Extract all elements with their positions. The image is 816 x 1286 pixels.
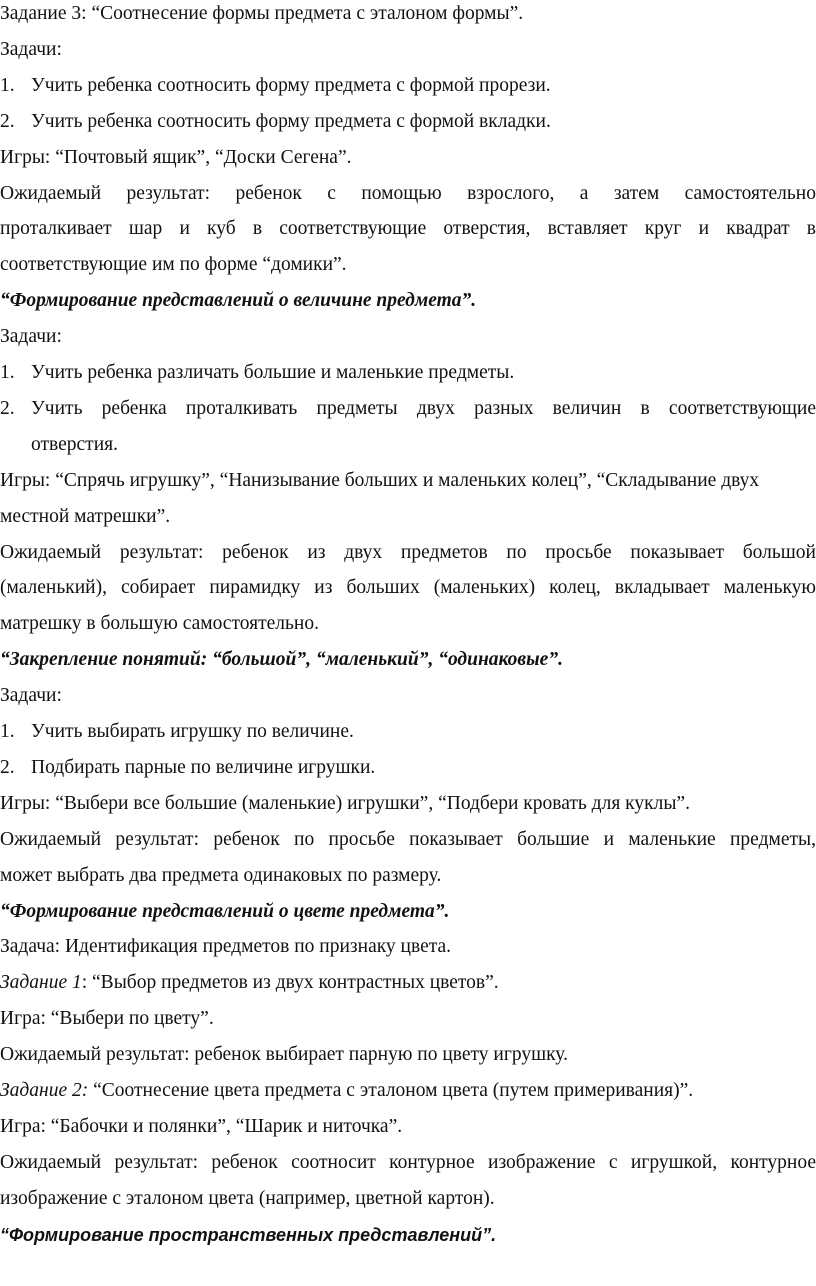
- line-text: [0, 182, 816, 206]
- text-segment: Задание 3: “Соотнесение формы предмета с эталоном формы”.: [0, 3, 524, 24]
- line-text: [0, 648, 816, 672]
- line-text: [0, 1151, 816, 1175]
- line-text: [0, 828, 816, 852]
- text-segment: местной матрешки”.: [0, 505, 171, 527]
- text-segment: “Соотнесение цвета предмета с эталоном цвета (путем примеривания)”.: [88, 1080, 694, 1101]
- line-text: [0, 541, 816, 565]
- text-segment: Учить выбирать игрушку по величине.: [31, 721, 354, 742]
- text-segment: Задачи:: [0, 38, 62, 60]
- line-text: [0, 684, 816, 708]
- text-segment: Задание 1: [0, 972, 82, 994]
- text-segment: “Формирование представлений о величине предмета”.: [0, 290, 477, 312]
- text-segment: проталкивает шар и куб в соответствующие отверстия, вставляет круг и квадрат в: [0, 218, 816, 240]
- line-text: [0, 1079, 816, 1103]
- list-number: 2.: [0, 397, 15, 419]
- text-segment: Игра: “Выбери по цвету”.: [0, 1008, 214, 1030]
- list-number: 1.: [0, 74, 15, 96]
- line-text: [0, 469, 816, 493]
- text-segment: Ожидаемый результат: ребенок выбирает парную по цвету игрушку.: [0, 1044, 568, 1066]
- line-text: [0, 1043, 816, 1067]
- text-segment: Игры: “Выбери все большие (маленькие) игрушки”, “Подбери кровать для куклы”.: [0, 792, 690, 814]
- line-text: [0, 2, 816, 26]
- list-number: 1.: [0, 721, 15, 742]
- text-segment: (маленький), собирает пирамидку из больших (маленьких) колец, вкладывает маленькую: [0, 577, 816, 599]
- text-segment: : “Выбор предметов из двух контрастных цветов”.: [81, 972, 499, 994]
- text-segment: Игры: “Почтовый ящик”, “Доски Сегена”.: [0, 146, 352, 168]
- line-text: [31, 433, 816, 457]
- line-text: [0, 935, 816, 959]
- text-segment: Задачи:: [0, 685, 62, 707]
- text-segment: Ожидаемый результат: ребенок из двух предметов по просьбе показывает большой: [0, 541, 816, 563]
- text-segment: Игры: “Спрячь игрушку”, “Нанизывание больших и маленьких колец”, “Складывание двух: [0, 469, 760, 491]
- line-text: [0, 217, 816, 241]
- text-segment: Подбирать парные по величине игрушки.: [31, 756, 376, 778]
- text-segment: Задание 2:: [0, 1080, 89, 1101]
- line-text: [0, 505, 816, 529]
- line-text: [0, 971, 816, 995]
- text-segment: отверстия.: [31, 433, 118, 455]
- line-text: [0, 1223, 816, 1248]
- text-segment: Учить ребенка проталкивать предметы двух разных величин в соответствующие: [31, 397, 816, 419]
- text-segment: Ожидаемый результат: ребенок соотносит контурное изображение с игрушкой, контурное: [0, 1151, 816, 1173]
- list-number: 2.: [0, 756, 15, 778]
- text-segment: Учить ребенка соотносить форму предмета с формой вкладки.: [31, 110, 551, 132]
- text-segment: Задачи:: [0, 326, 62, 348]
- text-segment: Учить ребенка соотносить форму предмета с формой прорези.: [31, 74, 551, 96]
- line-text: [0, 325, 816, 349]
- text-segment: “Формирование представлений о цвете предмета”.: [0, 900, 450, 922]
- line-text: [0, 38, 816, 62]
- line-text: [0, 612, 816, 636]
- line-text: [0, 864, 816, 888]
- line-text: [0, 1007, 816, 1031]
- text-segment: соответствующие им по форме “домики”.: [0, 254, 347, 276]
- line-text: [31, 756, 816, 780]
- text-segment: Ожидаемый результат: ребенок с помощью взрослого, а затем самостоятельно: [0, 182, 816, 204]
- line-text: [0, 900, 816, 924]
- line-text: [31, 361, 816, 385]
- list-number: 2.: [0, 110, 15, 132]
- line-text: [0, 576, 816, 600]
- text-segment: Игра: “Бабочки и полянки”, “Шарик и ниточка”.: [0, 1115, 403, 1137]
- line-text: [0, 1115, 816, 1139]
- line-text: [0, 792, 816, 816]
- line-text: [31, 720, 816, 744]
- list-number: 1.: [0, 362, 15, 383]
- text-segment: изображение с эталоном цвета (например, цветной картон).: [0, 1187, 495, 1209]
- text-segment: Задача: Идентификация предметов по признаку цвета.: [0, 936, 452, 958]
- line-text: [0, 1187, 816, 1211]
- text-segment: “Закрепление понятий: “большой”, “маленький”, “одинаковые”.: [0, 649, 563, 671]
- line-text: [0, 253, 816, 277]
- line-text: [31, 110, 816, 134]
- line-text: [0, 289, 816, 313]
- line-text: [31, 74, 816, 98]
- text-segment: Учить ребенка различать большие и маленькие предметы.: [31, 362, 515, 383]
- text-segment: “Формирование пространственных представлений”.: [0, 1224, 497, 1245]
- line-text: [31, 397, 816, 421]
- text-segment: Ожидаемый результат: ребенок по просьбе показывает большие и маленькие предметы,: [0, 828, 816, 850]
- text-segment: матрешку в большую самостоятельно.: [0, 613, 319, 635]
- line-text: [0, 146, 816, 170]
- text-segment: может выбрать два предмета одинаковых по размеру.: [0, 864, 442, 886]
